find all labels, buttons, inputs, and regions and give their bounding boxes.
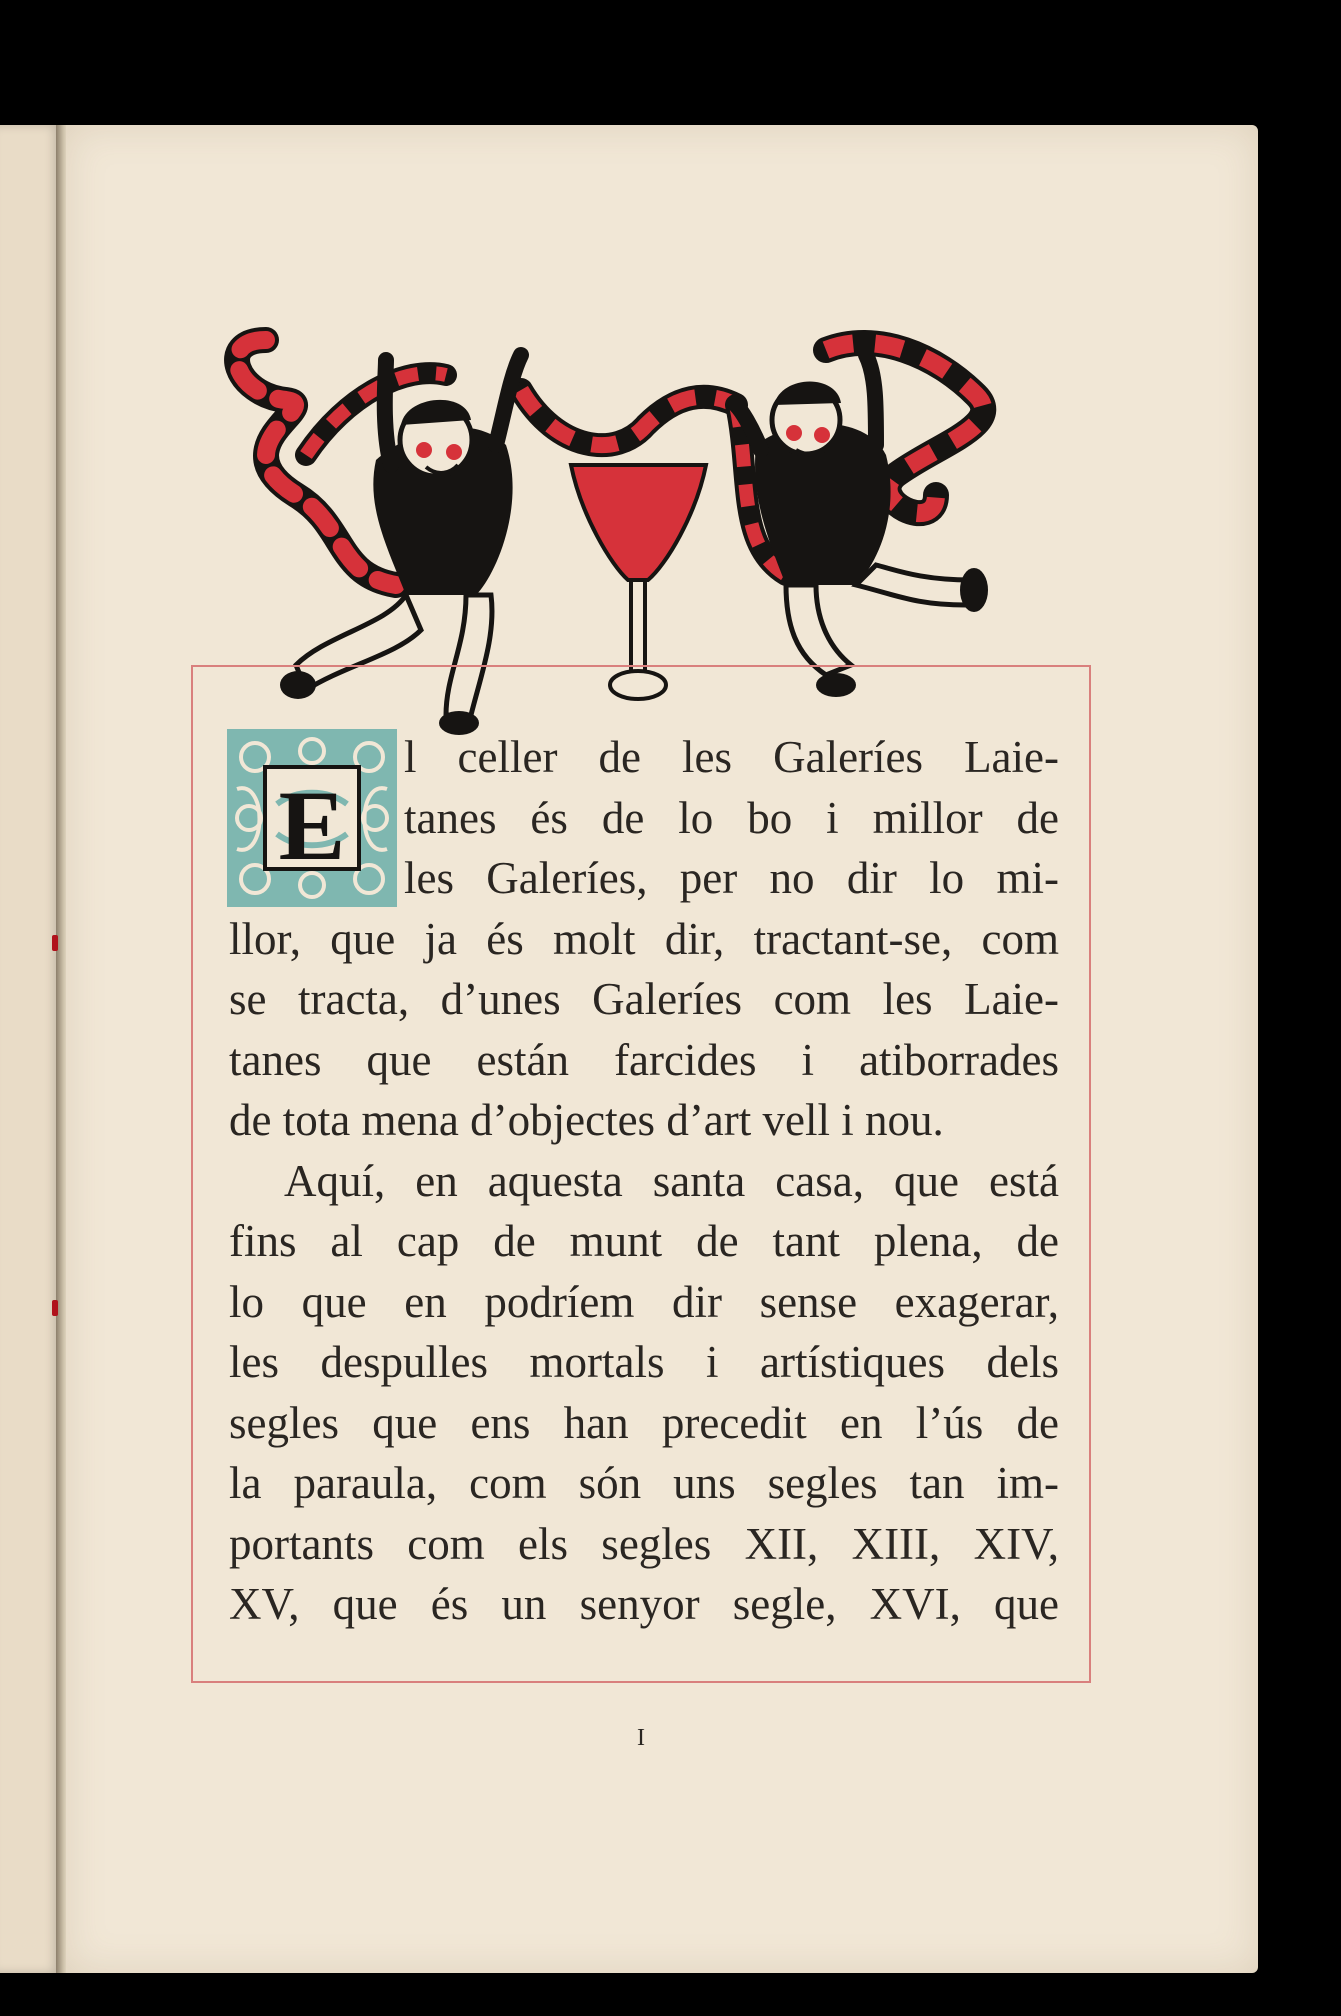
text-line: l celler de les Galeríes Laie- bbox=[404, 732, 1059, 782]
text-line: fins al cap de munt de tant plena, de bbox=[229, 1216, 1059, 1266]
text-line: segles que ens han precedit en l’ús de bbox=[229, 1397, 1059, 1448]
text-line: les Galeríes, per no dir lo mi- bbox=[404, 853, 1059, 903]
text-line: tanes que están farcides i atiborrades bbox=[229, 1034, 1059, 1085]
text-line: se tracta, d’unes Galeríes com les Laie- bbox=[229, 974, 1059, 1024]
right-dancer bbox=[736, 355, 988, 697]
svg-text:E: E bbox=[278, 770, 346, 881]
page-number: I bbox=[637, 1725, 645, 1751]
text-line: de tota mena d’objectes d’art vell i nou. bbox=[229, 1095, 944, 1145]
text-line: portants com els segles XII, XIII, XIV, bbox=[229, 1518, 1059, 1569]
facing-page-edge bbox=[0, 125, 64, 1973]
body-text bbox=[229, 727, 1059, 1635]
cup-icon bbox=[571, 465, 706, 699]
text-frame bbox=[191, 665, 1091, 1683]
text-line: lo que en podríem dir sense exagerar, bbox=[229, 1276, 1059, 1327]
binding-thread bbox=[52, 1300, 58, 1316]
text-line: tanes és de lo bo i millor de bbox=[404, 792, 1059, 843]
text-line: les despulles mortals i artístiques dels bbox=[229, 1337, 1059, 1387]
book-page bbox=[66, 125, 1258, 1973]
text-line: Aquí, en aquesta santa casa, que está bbox=[284, 1155, 1059, 1206]
text-line: la paraula, com són uns segles tan im- bbox=[229, 1458, 1059, 1508]
binding-thread bbox=[52, 935, 58, 951]
text-line: llor, que ja és molt dir, tractant-se, com bbox=[229, 913, 1059, 964]
text-line: XV, que és un senyor segle, XVI, que bbox=[229, 1579, 1059, 1629]
